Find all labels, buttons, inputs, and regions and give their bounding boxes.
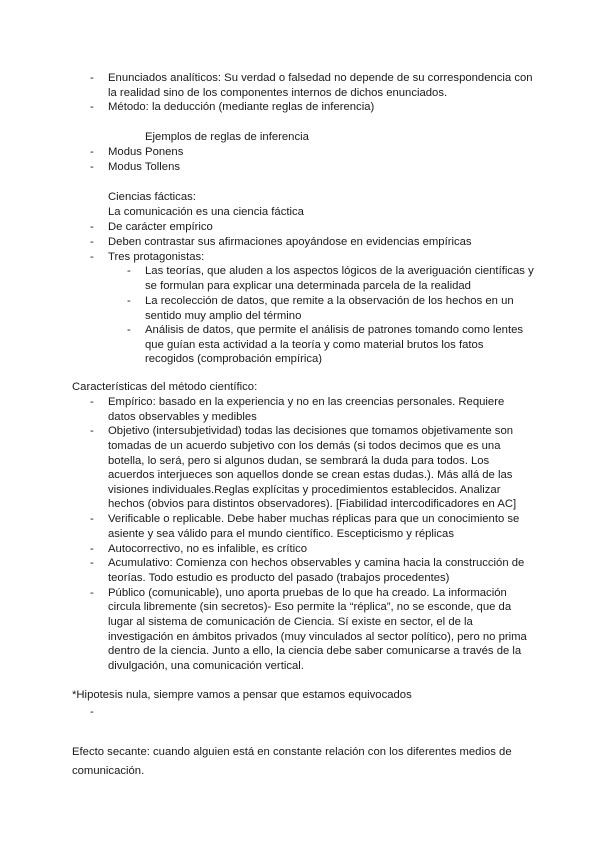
list-item-text: hechos (obvios para distintos observadores). [Fiabilidad intercodificadores en AC] [108,498,517,511]
list-item-text: la realidad sino de los componentes internos de dichos enunciados. [108,86,448,99]
list-item [0,100,600,115]
inference-heading: Ejemplos de reglas de inferencia [145,131,309,143]
bullet-dash: - [90,72,94,84]
list-item [0,235,600,250]
inference-list [0,145,600,175]
bullet-dash: - [90,513,94,526]
factual-heading: Ciencias fácticas: [108,191,196,203]
list-item-text: Tres protagonistas: [108,251,205,263]
list-item [0,294,600,323]
bullet-dash: - [127,265,131,277]
list-item-text: Acumulativo: Comienza con hechos observables y camina hacia la construcción de [108,557,525,570]
list-item-text: que guían esta actividad a la teoría y como material brutos los fatos [145,338,484,351]
bullet-dash: - [90,425,94,438]
bullet-dash: - [127,324,131,336]
list-item-text: visiones individuales.Reglas explícitas y procedimientos establecidos. Analizar [108,483,501,496]
list-item-text: Verificable o replicable. Debe haber muchas réplicas para que un conocimiento se [108,513,520,526]
list-item-text: Objetivo (intersubjetividad) todas las decisiones que tomamos objetivamente son [108,425,514,438]
list-item [0,250,600,265]
bullet-dash: - [90,161,94,173]
list-item-text: Autocorrectivo, no es infalible, es crítico [108,542,308,555]
list-item-text: acuerdos interjueces son aquellos donde se crean estas dudas.). Más allá de las [108,469,513,482]
list-item-text: Deben contrastar sus afirmaciones apoyándose en evidencias empíricas [108,236,472,248]
factual-subheading: La comunicación es una ciencia fáctica [108,206,304,218]
bullet-dash: - [90,586,94,599]
bullet-dash: - [90,542,94,555]
list-item [0,512,600,541]
list-item [0,145,600,160]
list-item-text: botella, lo será, pero si algunos dudan, se sembrará la duda para todos. Los [108,454,490,467]
hypothesis-note: *Hipotesis nula, siempre vamos a pensar que estamos equivocados [72,689,412,701]
list-item [0,264,600,294]
list-item-text: Las teorías, que aluden a los aspectos lógicos de la averiguación científicas y [145,265,534,277]
secant-paragraph [72,743,512,781]
method-list [0,395,600,674]
list-item [0,424,600,512]
list-item-text: recogidos (comprobación empírica) [145,353,323,366]
list-item-text: teorías. Todo estudio es producto del pasado (trabajos procedentes) [108,572,450,585]
secant-line: Efecto secante: cuando alguien está en constante relación con los diferentes medios de [72,746,512,758]
list-item [0,71,600,100]
bullet-dash: - [90,706,94,718]
list-item [0,220,600,235]
intro-list [0,71,600,115]
factual-list [0,220,600,265]
list-item [0,556,600,585]
bullet-dash: - [90,251,94,263]
protagonists-list [0,264,600,367]
list-item-text: Público (comunicable), uno aporta pruebas de lo que ha creado. La información [108,586,507,599]
list-item-text: asiente y sea válido para el mundo científico. Escepticismo y réplicas [108,527,454,540]
bullet-dash: - [90,221,94,233]
list-item-text: datos observables y medibles [108,410,257,423]
list-item-text: divulgación, una comunicación vertical. [108,659,304,672]
list-item [0,395,600,424]
bullet-dash: - [90,236,94,248]
list-item-text: lugar al sistema de comunicación de Ciencia. Sí existe en sector, el de la [108,616,473,629]
list-item-text: Modus Ponens [108,146,184,158]
list-item-text: dentro de la ciencia. Junto a ello, la ciencia debe saber comunicarse a través de la [108,645,522,658]
secant-line: comunicación. [72,765,145,777]
list-item-text: Análisis de datos, que permite el análisis de patrones tomando como lentes [145,324,524,336]
bullet-dash: - [90,557,94,570]
method-heading: Características del método científico: [72,381,258,393]
list-item-text: se formulan para explicar una determinada parcela de la realidad [145,279,471,292]
list-item [0,542,600,557]
list-item-text: tomadas de un acuerdo subjetivo con los demás (si todos decimos que es una [108,439,501,452]
bullet-dash: - [90,396,94,408]
list-item-text: sentido muy amplio del término [145,309,302,322]
bullet-dash: - [90,101,94,113]
bullet-dash: - [90,146,94,158]
list-item [0,160,600,175]
list-item-text: circula libremente (sin secretos)- Eso permite la “réplica”, no se esconde, que da [108,601,512,614]
list-item [0,323,600,367]
list-item-text: De carácter empírico [108,221,213,233]
list-item-text: Enunciados analíticos: Su verdad o falsedad no depende de su correspondencia con [108,72,533,84]
list-item [0,586,600,674]
bullet-dash: - [127,295,131,307]
list-item-text: Método: la deducción (mediante reglas de inferencia) [108,101,375,113]
list-item-text: Empírico: basado en la experiencia y no en las creencias personales. Requiere [108,396,505,408]
list-item-text: investigación en ámbitos privados (muy vinculados al sector político), pero no prima [108,630,527,643]
list-item-text: La recolección de datos, que remite a la observación de los hechos en un [145,295,514,307]
list-item-text: Modus Tollens [108,161,181,173]
